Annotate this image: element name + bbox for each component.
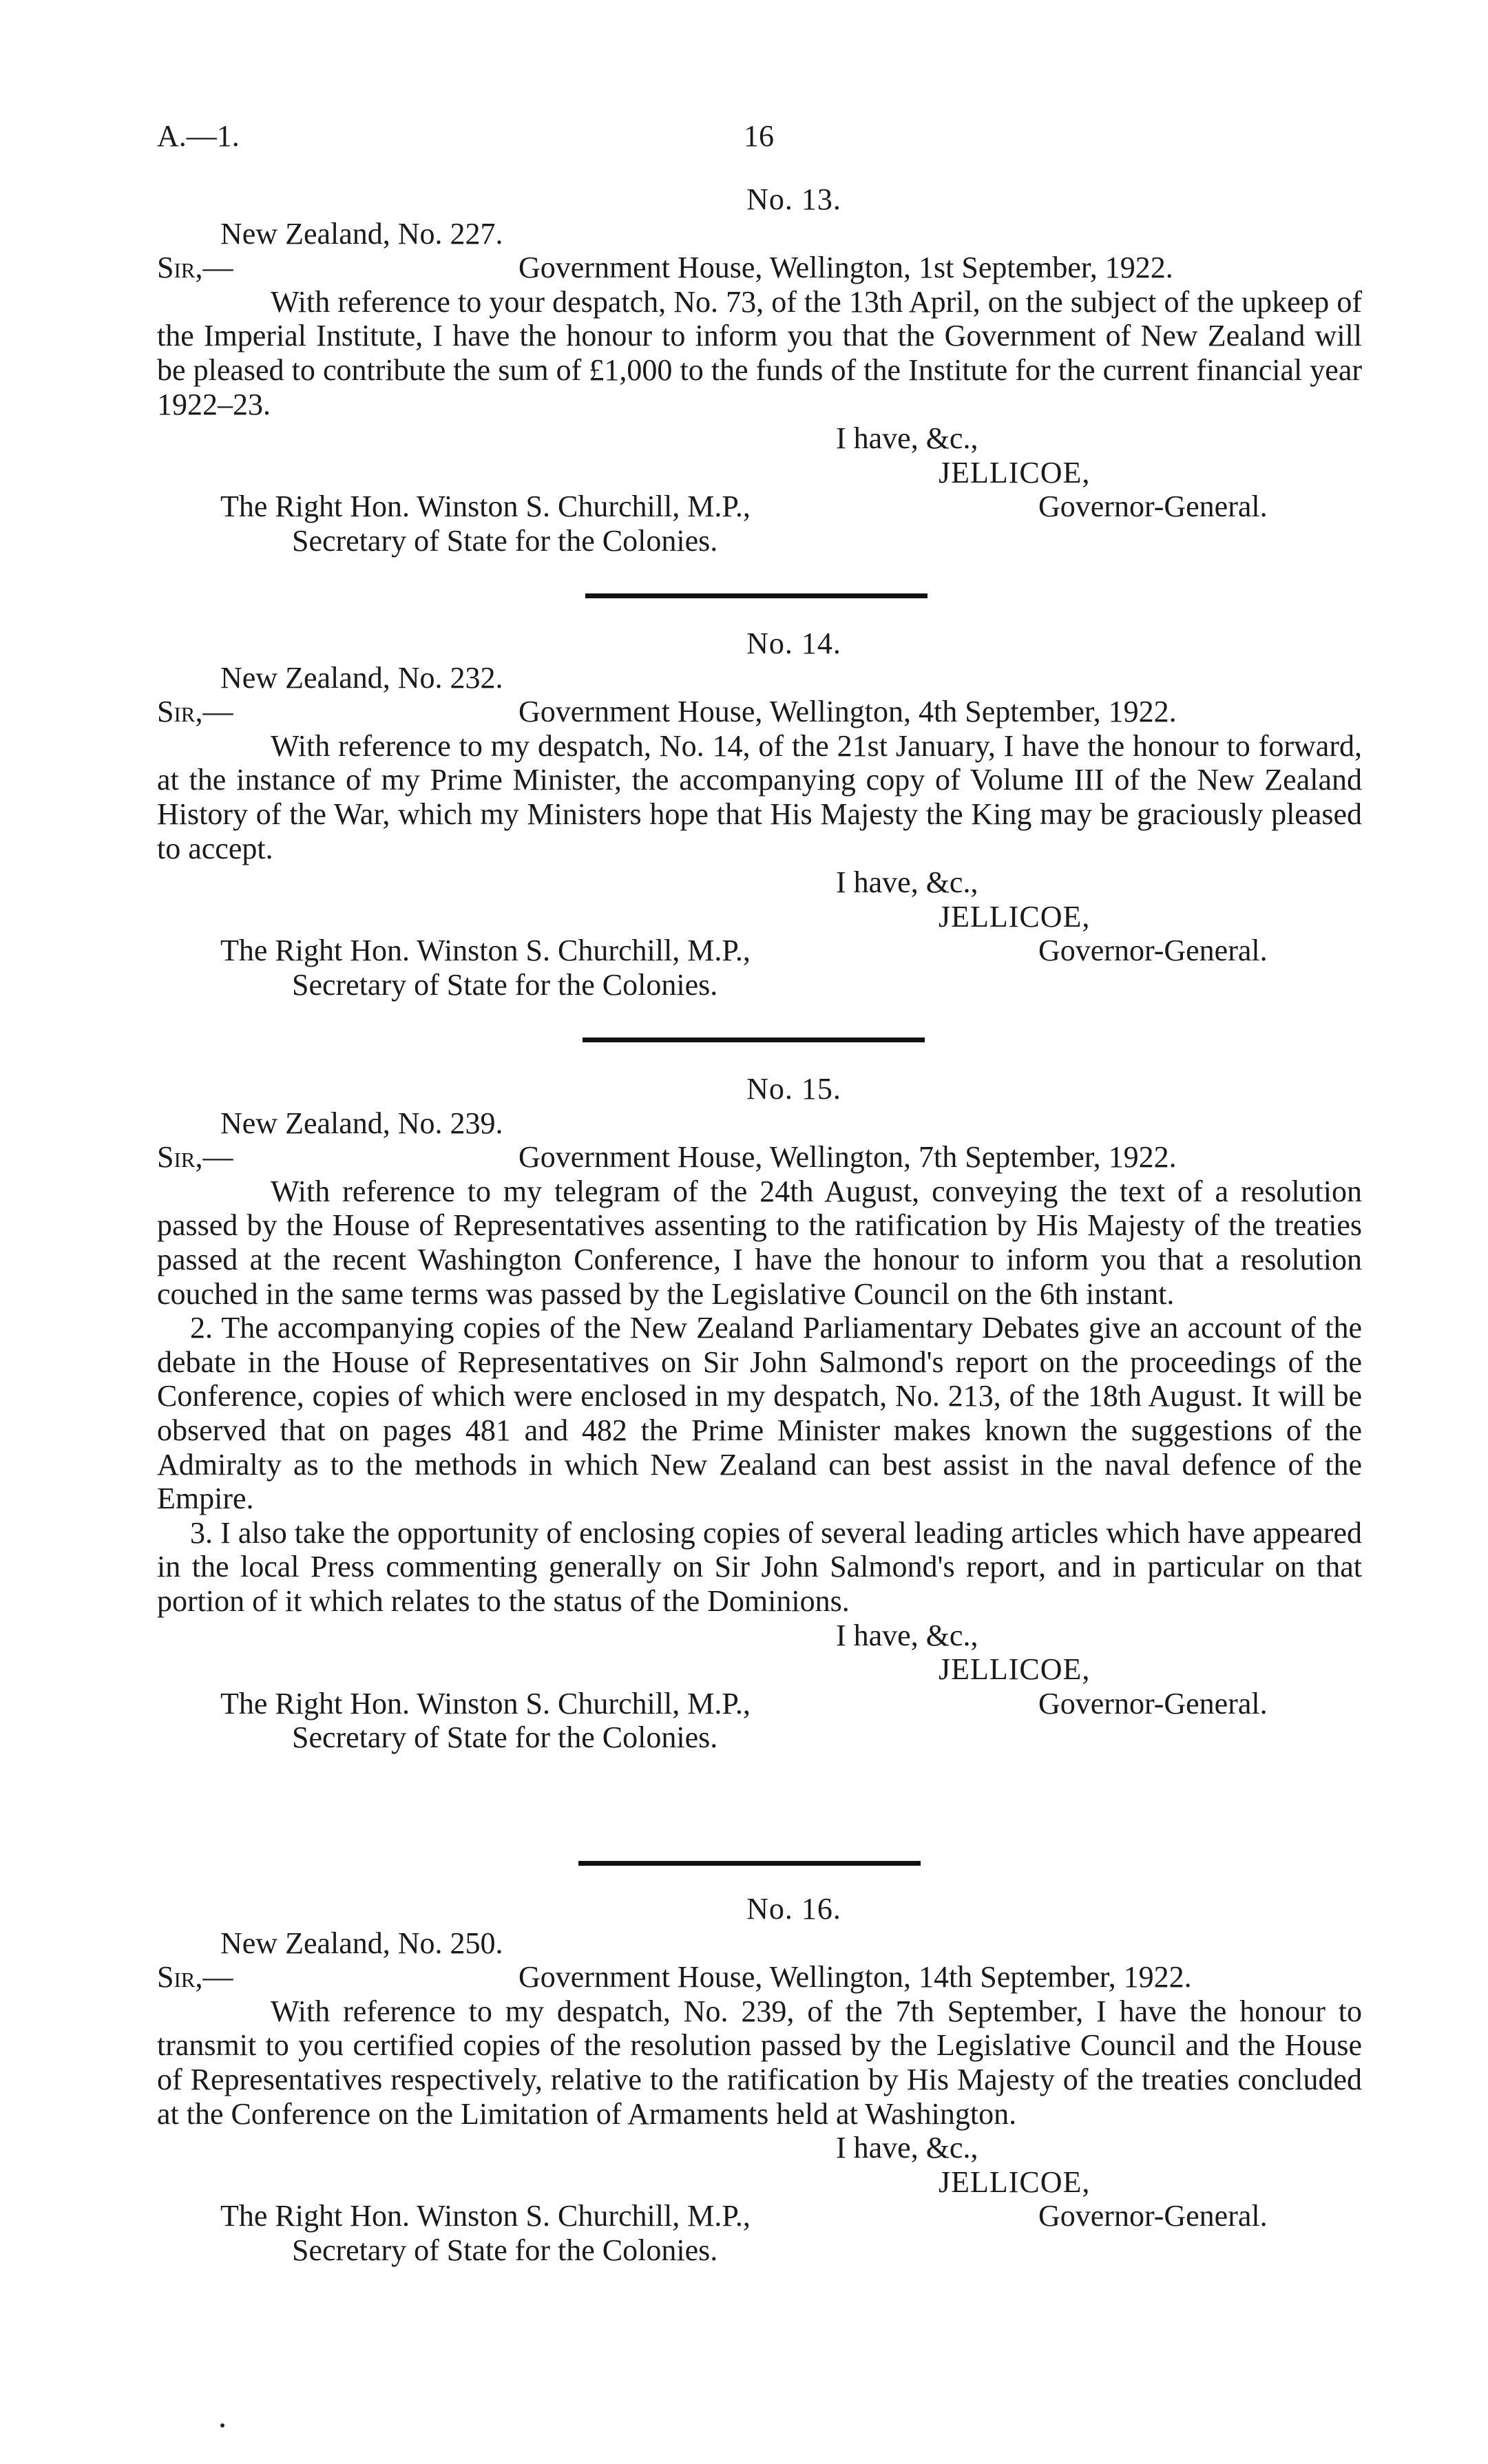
salutation: Sir,— <box>157 251 233 285</box>
salutation: Sir,— <box>157 695 233 729</box>
closing-block <box>157 1619 1362 1687</box>
addressee-office: Secretary of State for the Colonies. <box>292 967 718 1002</box>
despatch-number: No. 16. <box>746 1892 841 1926</box>
despatch-reference: New Zealand, No. 232. <box>220 660 503 695</box>
signature: JELLICOE, <box>939 899 1091 934</box>
addressee-office: Secretary of State for the Colonies. <box>292 2233 718 2267</box>
body-paragraph: With reference to my despatch, No. 14, of the 21st January, I have the honour to forward, at the instance of my Prime Minister, the accompanying copy of Volume III of the New Zealand History of the War, which my Ministers hope that His Majesty the King may be graciously pleased to accept. <box>157 728 1362 865</box>
despatch-16 <box>157 1892 1362 2268</box>
body-paragraph: 2. The accompanying copies of the New Zealand Parliamentary Debates give an account of the debate in the House of Representatives on Sir John Salmond's report on the proceedings of the Conference, copies of which were enclosed in my despatch, No. 213, of the 18th August. It will be observed that on pages 481 and 482 the Prime Minister makes known the suggestions of the Admiralty as to the methods in which New Zealand can best assist in the naval defence of the Empire. <box>157 1311 1362 1516</box>
signature: JELLICOE, <box>939 2165 1091 2199</box>
signatory-title: Governor-General. <box>1038 489 1268 524</box>
salutation-line <box>157 251 1362 285</box>
addressee: The Right Hon. Winston S. Churchill, M.P., <box>220 2199 751 2233</box>
address-date: Government House, Wellington, 1st September, 1922. <box>518 251 1173 285</box>
despatch-reference: New Zealand, No. 239. <box>220 1106 503 1140</box>
addressee-line <box>157 489 1362 524</box>
addressee-office: Secretary of State for the Colonies. <box>292 523 718 558</box>
body-paragraph: With reference to my despatch, No. 239, of the 7th September, I have the honour to transmit to you certified copies of the resolution passed by the Legislative Council and the House of Representatives respectively, relative to the ratification by His Majesty of the treaties concluded at the Conference on the Limitation of Armaments held at Washington. <box>157 1994 1362 2131</box>
salutation: Sir,— <box>157 1140 233 1175</box>
print-speck <box>220 2423 224 2428</box>
despatch-reference: New Zealand, No. 227. <box>220 216 503 251</box>
signatory-title: Governor-General. <box>1038 1686 1268 1720</box>
despatch-number: No. 15. <box>746 1072 841 1106</box>
addressee: The Right Hon. Winston S. Churchill, M.P., <box>220 1686 751 1720</box>
closing-block <box>157 865 1362 934</box>
body-paragraph: 3. I also take the opportunity of enclosing copies of several leading articles which have appeared in the local Press commenting generally on Sir John Salmond's report, and in particular on that portion of it which relates to the status of the Dominions. <box>157 1515 1362 1618</box>
page-number: 16 <box>744 119 774 153</box>
separator-rule <box>157 1038 925 1042</box>
running-header <box>157 118 1362 160</box>
addressee: The Right Hon. Winston S. Churchill, M.P., <box>220 934 751 968</box>
closing-phrase: I have, &c., <box>836 2131 978 2165</box>
salutation-line <box>157 1140 1362 1175</box>
despatch-15 <box>157 1072 1362 1755</box>
separator-rule <box>157 593 928 598</box>
salutation-line <box>157 695 1362 729</box>
addressee-line <box>157 1687 1362 1721</box>
addressee-line <box>157 2199 1362 2233</box>
despatch-14 <box>157 626 1362 1002</box>
salutation: Sir,— <box>157 1960 233 1994</box>
despatch-reference: New Zealand, No. 250. <box>220 1926 503 1960</box>
address-date: Government House, Wellington, 14th September, 1922. <box>518 1960 1192 1994</box>
closing-phrase: I have, &c., <box>836 1618 978 1652</box>
signature: JELLICOE, <box>939 1652 1091 1687</box>
series-code: A.—1. <box>157 119 240 153</box>
salutation-line <box>157 1960 1362 1994</box>
signature: JELLICOE, <box>939 455 1091 489</box>
signatory-title: Governor-General. <box>1038 2199 1268 2233</box>
closing-block <box>157 421 1362 489</box>
despatch-number: No. 14. <box>746 626 841 660</box>
despatch-13 <box>157 182 1362 558</box>
address-date: Government House, Wellington, 4th September, 1922. <box>518 695 1177 729</box>
closing-phrase: I have, &c., <box>836 865 978 900</box>
closing-block <box>157 2131 1362 2199</box>
addressee-line <box>157 934 1362 968</box>
body-paragraph: With reference to my telegram of the 24th August, conveying the text of a resolution passed by the House of Representatives assenting to the ratification by His Majesty of the treaties passed at the recent Washington Conference, I have the honour to inform you that a resolution couched in the same terms was passed by the Legislative Council on the 6th instant. <box>157 1174 1362 1311</box>
signatory-title: Governor-General. <box>1038 934 1268 968</box>
address-date: Government House, Wellington, 7th September, 1922. <box>518 1140 1177 1175</box>
separator-rule <box>157 1861 921 1866</box>
closing-phrase: I have, &c., <box>836 421 978 456</box>
despatch-number: No. 13. <box>746 182 841 216</box>
addressee-office: Secretary of State for the Colonies. <box>292 1720 718 1755</box>
body-paragraph: With reference to your despatch, No. 73, of the 13th April, on the subject of the upkeep of the Imperial Institute, I have the honour to inform you that the Government of New Zealand will be pleased to contribute the sum of £1,000 to the funds of the Institute for the current financial year 1922–23. <box>157 284 1362 421</box>
addressee: The Right Hon. Winston S. Churchill, M.P., <box>220 489 751 524</box>
